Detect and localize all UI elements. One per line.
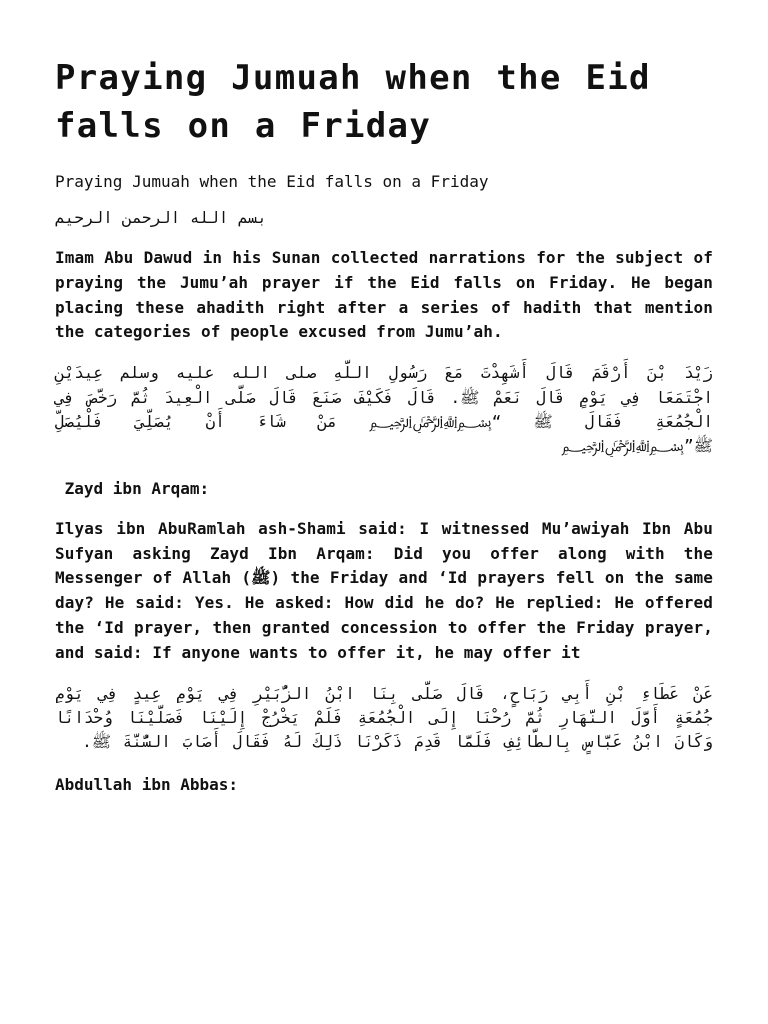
intro-paragraph: Imam Abu Dawud in his Sunan collected narrations for the subject of praying the Jumu’ah prayer if the Eid falls on Friday. He began placing these ahadith right after a series of hadith that mention the categories of people excused from Jumu’ah. [55,248,713,342]
basmala: بسم الله الرحمن الرحيم [55,208,267,227]
hadith-english-1: Ilyas ibn AbuRamlah ash-Shami said: I witnessed Mu’awiyah Ibn Abu Sufyan asking Zayd Ibn Arqam: Did you offer along with the Messenger of Allah (ﷺ) the Friday and ‘Id prayers fell on the same day? He said: Yes. He asked: How did he do? He replied: He offered the ‘Id prayer, then granted concession to offer the Friday prayer, and said: If anyone wants to offer it, he may offer it [55,518,713,662]
page-title: Praying Jumuah when the Eid falls on a Friday [55,58,651,146]
narrator-heading-1: Zayd ibn Arqam: [55,478,210,498]
hadith-arabic-1: زَيْدَ بْنَ أَرْقَمَ قَالَ أَشَهِدْتَ مَعَ رَسُولِ اللَّهِ صلى الله عليه وسلم عِيدَيْنِ اجْتَمَعَا فِي يَوْمٍ قَالَ نَعَمْ ﷺ. قَالَ فَكَيْفَ صَنَعَ قَالَ صَلَّى الْعِيدَ ثُمَّ رَخَّصَ فِي الْجُمُعَةِ فَقَالَ ﷺ “﷽ مَنْ شَاءَ أَنْ يُصَلِّيَ فَلْيُصَلِّ ﷺ”﷽ [55,363,713,456]
article [55,54,713,797]
narrator-heading-2: Abdullah ibn Abbas: [55,774,239,794]
article-subtitle: Praying Jumuah when the Eid falls on a Friday [55,172,489,191]
hadith-arabic-2: عَنْ عَطَاءِ بْنِ أَبِي رَبَاحٍ، قَالَ صَلَّى بِنَا ابْنُ الزُّبَيْرِ فِي يَوْمِ عِيدٍ فِي يَوْمِ جُمُعَةٍ أَوَّلَ النَّهَارِ ثُمَّ رُحْنَا إِلَى الْجُمُعَةِ فَلَمْ يَخْرُجْ إِلَيْنَا فَصَلَّيْنَا وُحْدَانًا وَكَانَ ابْنُ عَبَّاسٍ بِالطَّائِفِ فَلَمَّا قَدِمَ ذَكَرْنَا ذَلِكَ لَهُ فَقَالَ أَصَابَ السُّنَّةَ ﷺ. [55,683,713,752]
